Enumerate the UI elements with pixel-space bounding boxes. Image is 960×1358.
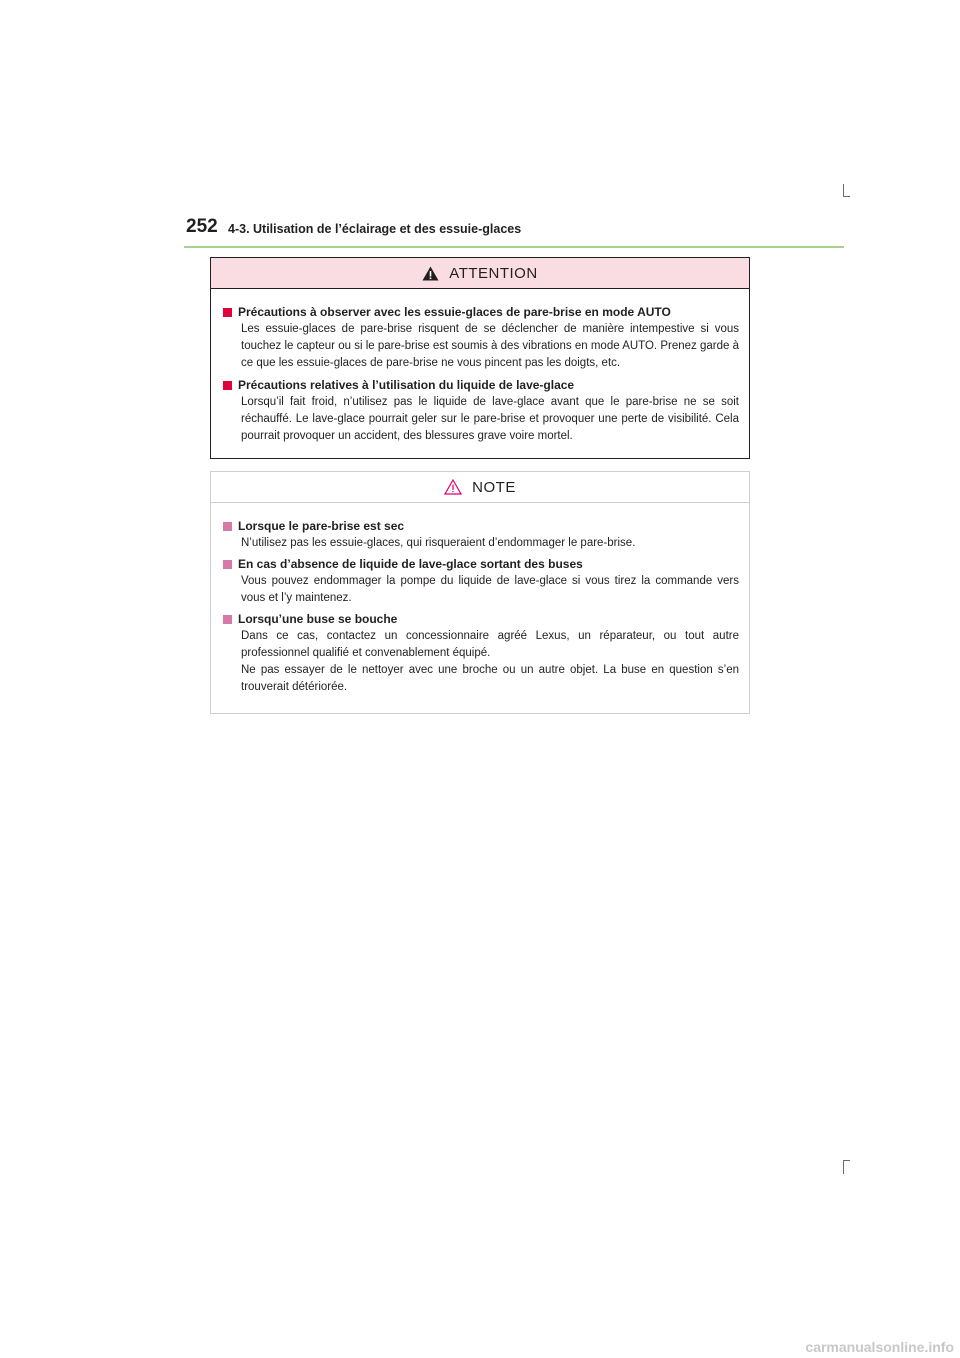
note-title: NOTE [472,478,516,496]
warning-triangle-filled-icon [422,266,439,281]
watermark: carmanualsonline.info [805,1339,954,1355]
attention-item-title [223,376,739,394]
note-item-text: N’utilisez pas les essuie-glaces, qui risqueraient d’endommager le pare-brise. [241,537,636,549]
bullet-square-icon [223,381,232,390]
attention-box [210,257,750,459]
attention-item-text: Lorsqu’il fait froid, n’utilisez pas le liquide de lave-glace avant que le pare-brise ne se soit réchauffé. Le lave-glace pourrait geler sur le pare-brise et provoquer une perte de visibilité. Cela pourrait provoquer un accident, des blessures grave voire mortel. [241,396,739,442]
attention-item-text: Les essuie-glaces de pare-brise risquent de se déclencher de manière intempestive si vous touchez le capteur ou si le pare-brise est soumis à des vibrations en mode AUTO. Prenez garde à ce que les essuie-glaces de pare-brise ne vous pincent pas les doigts, etc. [241,323,739,369]
bullet-square-icon [223,308,232,317]
note-item-title [223,555,739,573]
note-item-title-text: Lorsque le pare-brise est sec [238,519,405,533]
attention-title: ATTENTION [449,264,538,282]
bullet-square-icon [223,615,232,624]
attention-item-title-text: Précautions à observer avec les essuie-glaces de pare-brise en mode AUTO [238,305,671,319]
page-number: 252 [186,216,218,237]
attention-header [211,258,749,289]
note-item-text-2: Ne pas essayer de le nettoyer avec une broche ou un autre objet. La buse en question s’en trouverait détériorée. [241,664,739,693]
attention-item-title [223,303,739,321]
note-item-title [223,517,739,535]
attention-item-title-text: Précautions relatives à l’utilisation du liquide de lave-glace [238,378,575,392]
page-header [184,214,844,248]
crop-mark-top [843,184,844,197]
note-item-title-text: Lorsqu’une buse se bouche [238,612,398,626]
section-title: 4-3. Utilisation de l’éclairage et des essuie-glaces [228,222,522,236]
bullet-square-icon [223,522,232,531]
note-header [211,472,749,503]
note-item-text: Vous pouvez endommager la pompe du liquide de lave-glace si vous tirez la commande vers vous et l’y maintenez. [241,575,739,604]
note-item-text: Dans ce cas, contactez un concessionnaire agréé Lexus, un réparateur, ou tout autre professionnel qualifié et convenablement équipé. [241,630,739,659]
note-item-title-text: En cas d’absence de liquide de lave-glace sortant des buses [238,557,583,571]
note-item-title [223,610,739,628]
crop-mark-bottom [843,1160,844,1174]
bullet-square-icon [223,560,232,569]
note-box [210,471,750,714]
warning-triangle-outline-icon [444,479,462,495]
